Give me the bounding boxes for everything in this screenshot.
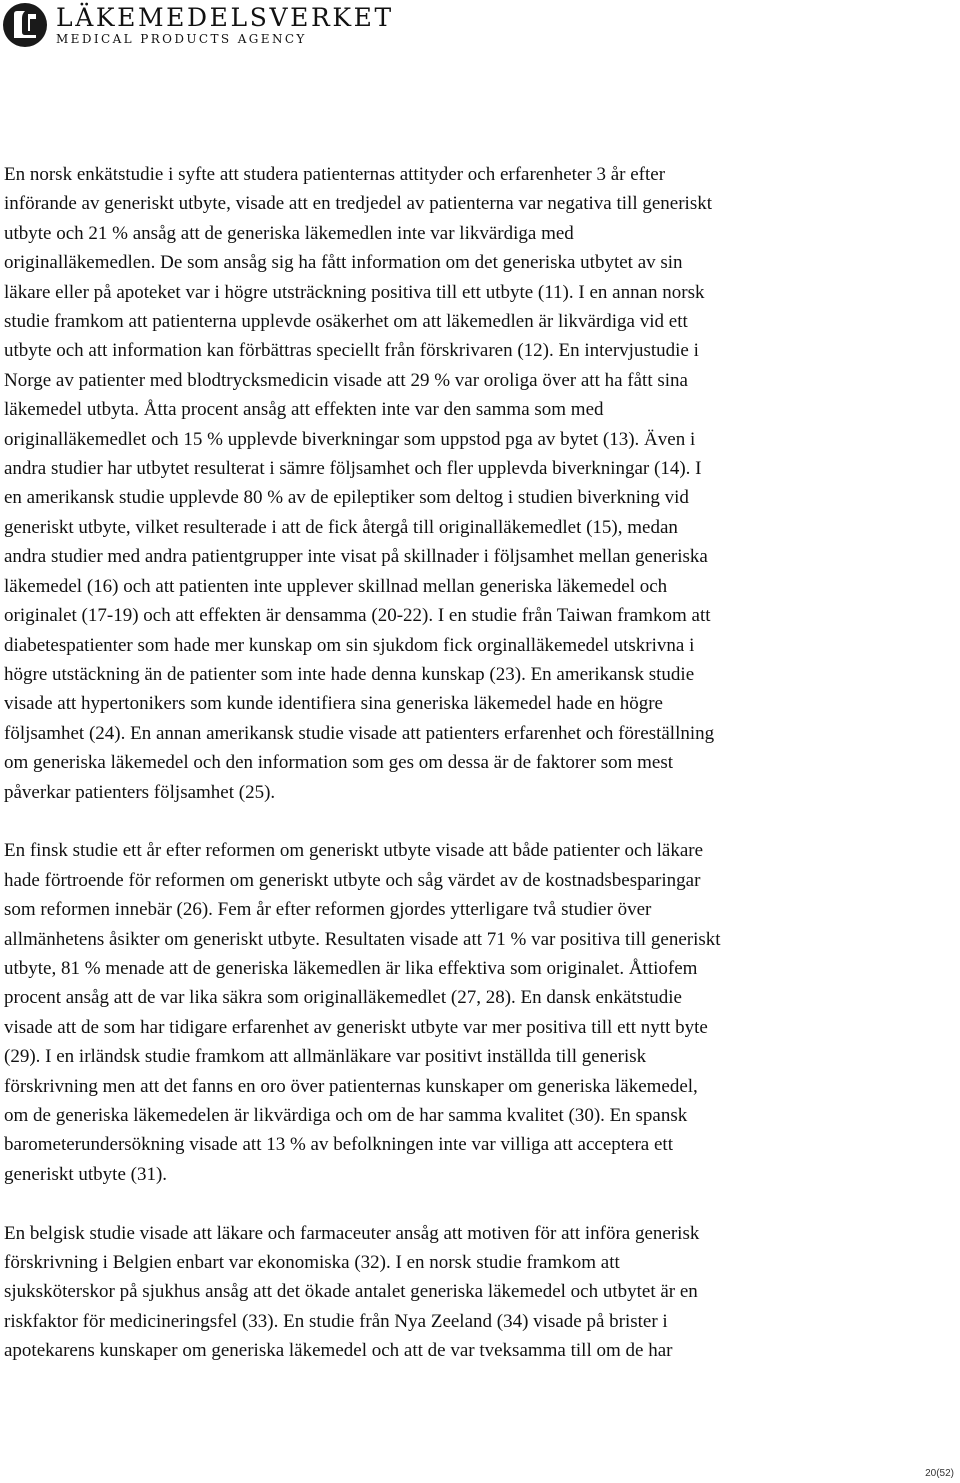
text-line: andra studier har utbytet resulterat i sämre följsamhet och fler upplevda biverkningar (14). I (4, 458, 702, 480)
text-line: sjuksköterskor på sjukhus ansåg att det ökade antalet generiska läkemedel och utbytet är en (4, 1281, 698, 1303)
text-line: införande av generiskt utbyte, visade att en tredjedel av patienterna var negativa till generiskt (4, 193, 713, 215)
text-line: Norge av patienter med blodtrycksmedicin visade att 29 % var oroliga över att ha fått sina (4, 369, 688, 391)
text-line: diabetespatienter som hade mer kunskap om sin sjukdom fick orginalläkemedel utskrivna i (4, 634, 695, 656)
text-line: som reformen innebär (26). Fem år efter reformen gjordes ytterligare två studier över (4, 899, 652, 921)
text-line: utbyte och att information kan förbättras speciellt från förskrivaren (12). En intervjustudie i (4, 340, 699, 362)
text-line: visade att hypertonikers som kunde identifiera sina generiska läkemedel hade en högre (4, 693, 663, 715)
text-line: högre utstäckning än de patienter som inte hade denna kunskap (23). En amerikansk studie (4, 663, 695, 685)
text-line: generiskt utbyte, vilket resulterade i att de fick återgå till originalläkemedlet (15), medan (4, 516, 678, 538)
text-line: (29). I en irländsk studie framkom att allmänläkare var positivt inställda till generisk (4, 1046, 647, 1068)
text-line: riskfaktor för medicineringsfel (33). En studie från Nya Zeeland (34) visade på brister i (4, 1310, 668, 1332)
paragraph-gap (4, 807, 956, 836)
text-line: barometerundersökning visade att 13 % av befolkningen inte var villiga att acceptera ett (4, 1134, 673, 1156)
text-line: visade att de som har tidigare erfarenhet av generiskt utbyte var mer positiva till ett nytt byte (4, 1016, 708, 1038)
text-line: om de generiska läkemedelen är likvärdiga och om de har samma kvalitet (30). En spansk (4, 1104, 688, 1126)
text-line: läkemedel utbyta. Åtta procent ansåg att effekten inte var den samma som med (4, 399, 604, 421)
text-line: apotekarens kunskaper om generiska läkemedel och att de var tveksamma till om de har (4, 1340, 673, 1362)
text-line: originalet (17-19) och att effekten är densamma (20-22). I en studie från Taiwan framkom att (4, 605, 711, 627)
paragraph (4, 836, 956, 1189)
text-line: originalläkemedlen. De som ansåg sig ha fått information om det generiska utbytet av sin (4, 252, 683, 274)
text-line: följsamhet (24). En annan amerikansk studie visade att patienters erfarenhet och föreställning (4, 722, 715, 744)
text-line: förskrivning men att det fanns en oro över patienternas kunskaper om generiska läkemedel, (4, 1075, 698, 1097)
text-line: påverkar patienters följsamhet (25). (4, 781, 276, 803)
text-line: En norsk enkätstudie i syfte att studera patienternas attityder och erfarenheter 3 år efter (4, 164, 666, 185)
paragraph (4, 160, 956, 807)
paragraph-gap (4, 1189, 956, 1218)
text-line: studie framkom att patienterna upplevde osäkerhet om att läkemedlen är likvärdiga vid ett (4, 311, 688, 333)
text-line: andra studier med andra patientgrupper inte visat på skillnader i följsamhet mellan generiska (4, 546, 708, 568)
logo-subtitle: MEDICAL PRODUCTS AGENCY (56, 31, 307, 46)
text-line: En belgisk studie visade att läkare och farmaceuter ansåg att motiven för att införa generisk (4, 1222, 700, 1244)
text-line: En finsk studie ett år efter reformen om generiskt utbyte visade att både patienter och läkare (4, 840, 704, 862)
text-line: om generiska läkemedel och den information som ges om dessa är de faktorer som mest (4, 752, 674, 774)
header (2, 2, 394, 48)
document-body (4, 160, 956, 1366)
paragraph (4, 1219, 956, 1366)
text-line: utbyte, 81 % menade att de generiska läkemedlen är lika effektiva som originalet. Åttiofem (4, 957, 698, 979)
text-line: hade förtroende för reformen om generiskt utbyte och såg värdet av de kostnadsbesparingar (4, 869, 701, 891)
text-line: utbyte och 21 % ansåg att de generiska läkemedlen inte var likvärdiga med (4, 222, 574, 244)
text-line: originalläkemedlet och 15 % upplevde biverkningar som uppstod pga av bytet (13). Även i (4, 428, 696, 450)
text-line: procent ansåg att de var lika säkra som originalläkemedlet (27, 28). En dansk enkätstudie (4, 987, 682, 1009)
text-line: generiskt utbyte (31). (4, 1163, 168, 1185)
text-line: läkare eller på apoteket var i högre utsträckning positiva till ett utbyte (11). I en annan norsk (4, 281, 705, 303)
text-line: läkemedel (16) och att patienten inte upplever skillnad mellan generiska läkemedel och (4, 575, 668, 597)
page-number: 20(52) (925, 1468, 954, 1479)
logo-name: LÄKEMEDELSVERKET (56, 2, 394, 32)
text-line: en amerikansk studie upplevde 80 % av de epileptiker som deltog i studien biverkning vid (4, 487, 689, 509)
lakemedelsverket-logo-icon (2, 2, 48, 48)
text-line: förskrivning i Belgien enbart var ekonomiska (32). I en norsk studie framkom att (4, 1252, 620, 1273)
text-line: allmänhetens åsikter om generiskt utbyte. Resultaten visade att 71 % var positiva till generiskt (4, 928, 721, 950)
logo-text (56, 2, 394, 46)
